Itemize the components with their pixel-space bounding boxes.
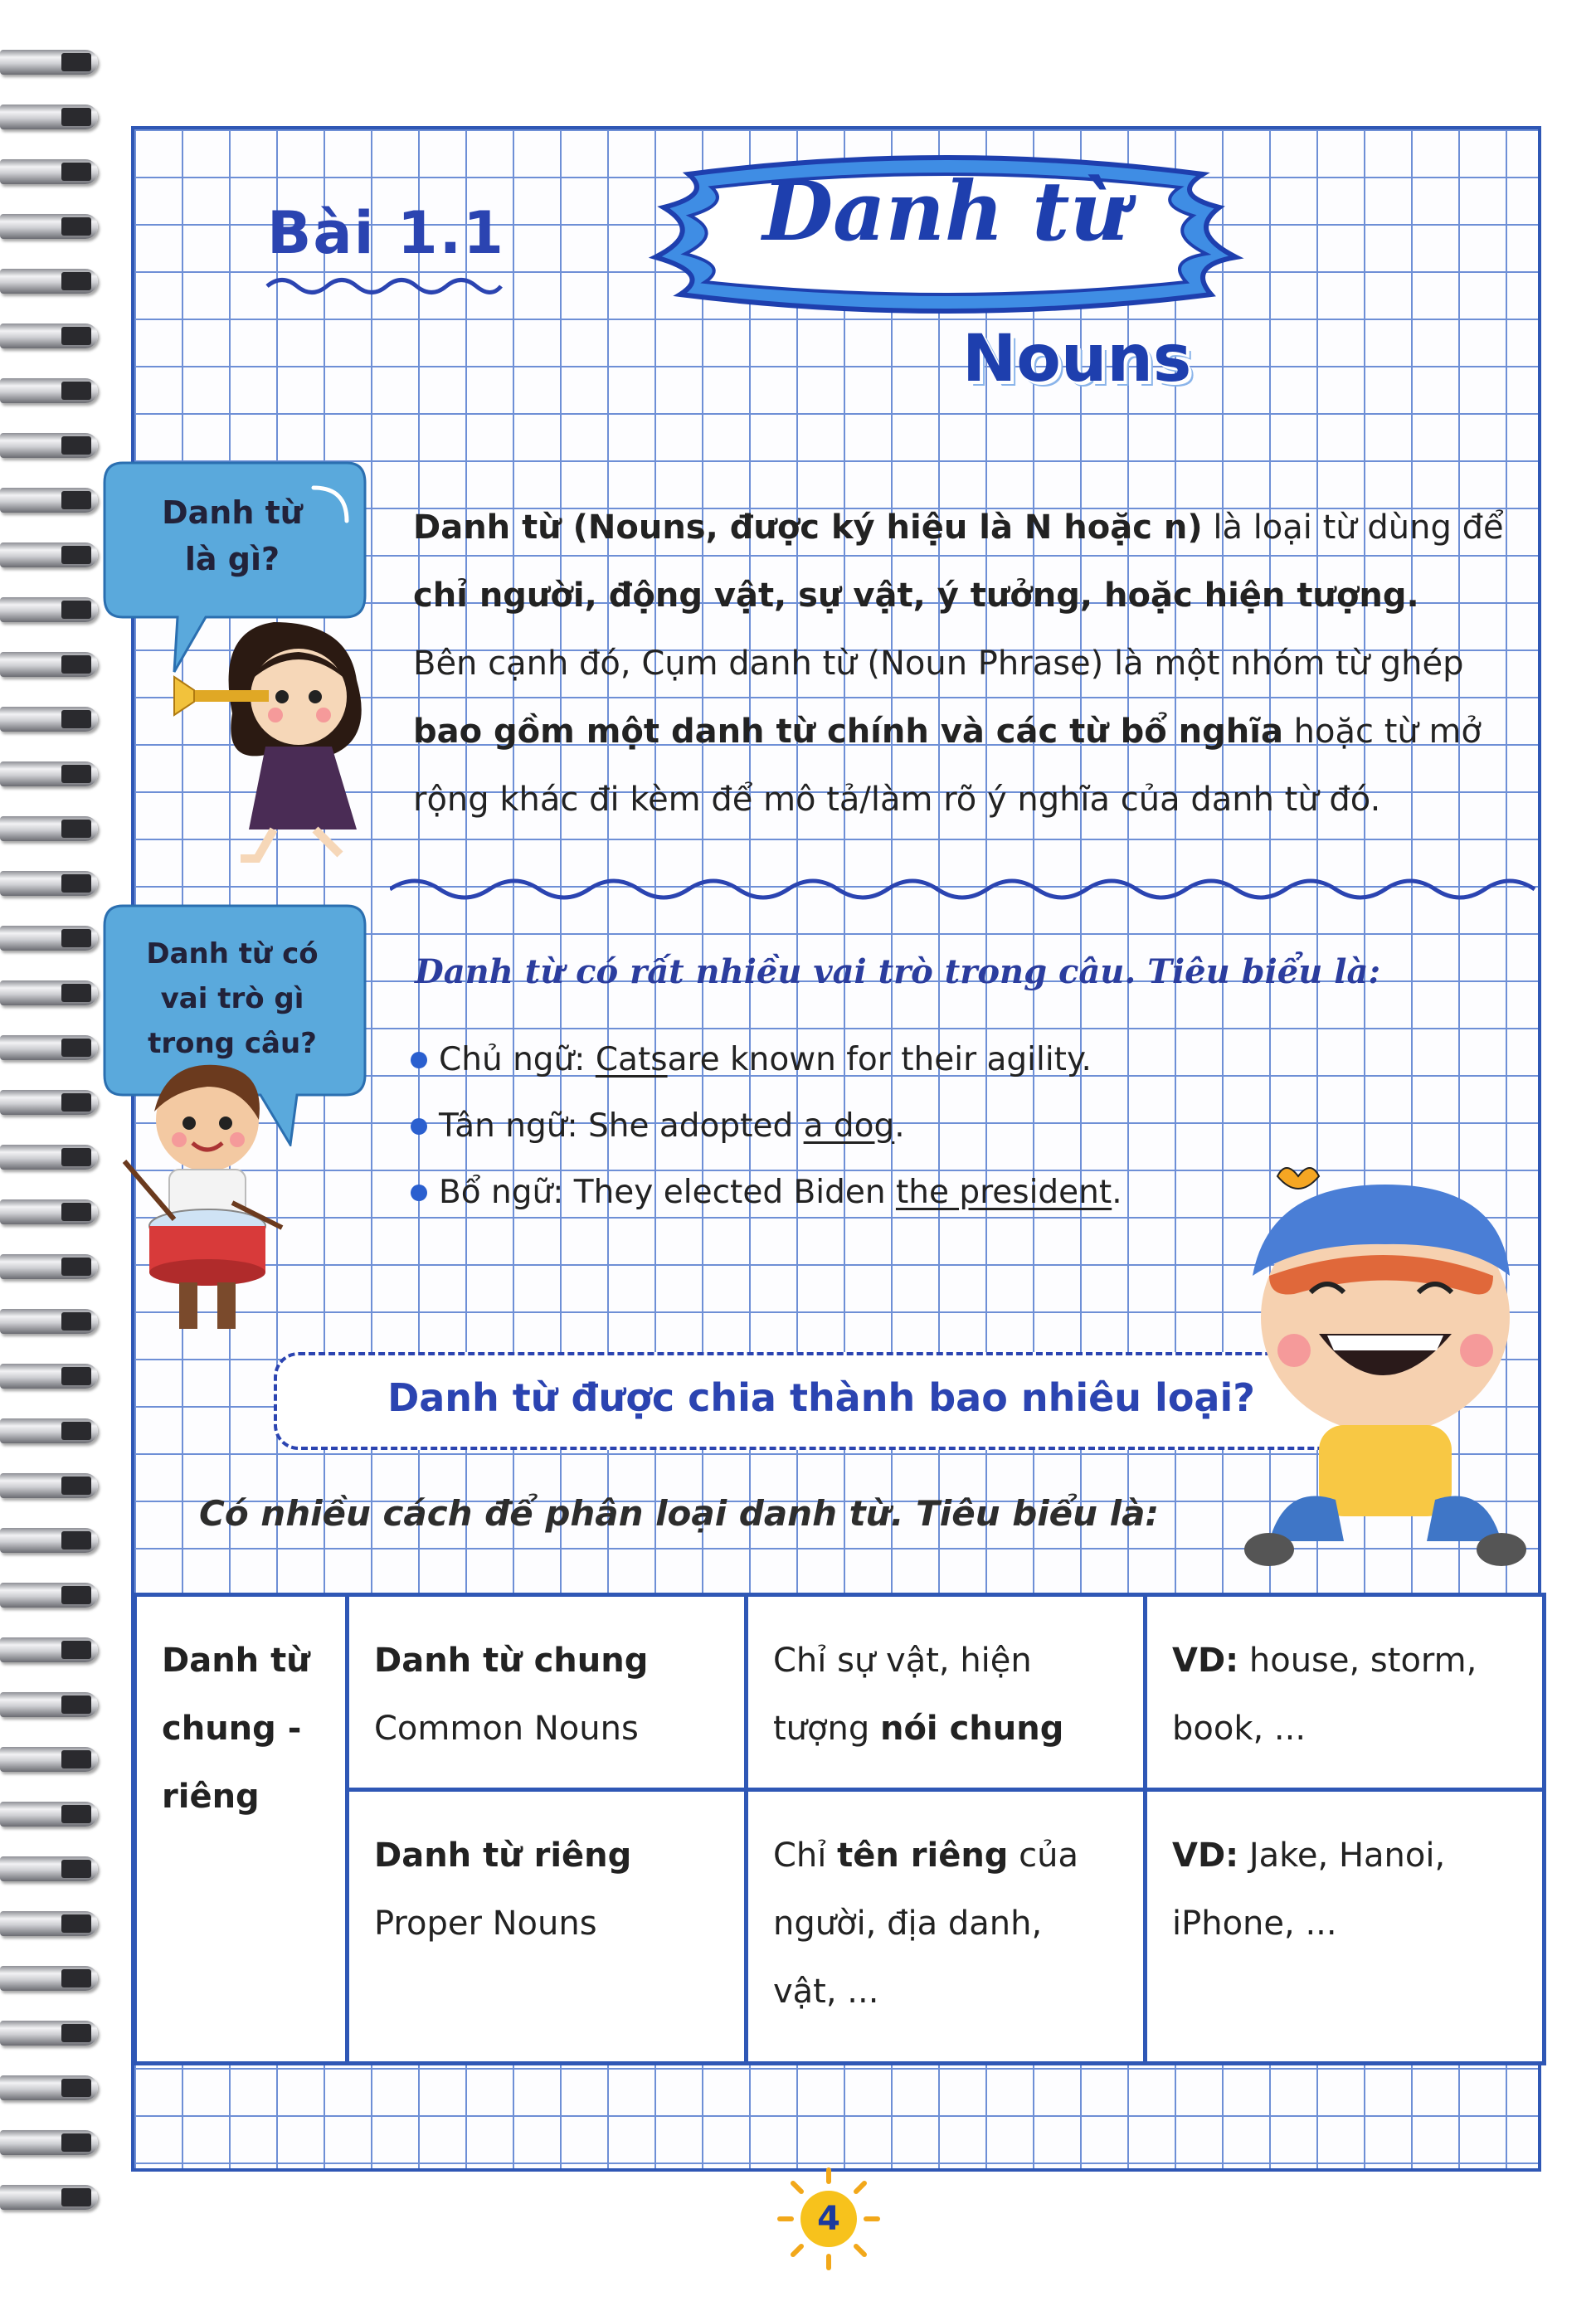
category-cell: Danh từ chung - riêng [135,1595,348,2064]
list-item: Chủ ngữ: Cats are known for their agility. [411,1027,1122,1093]
bubble-what-text: Danh từ là gì? [162,494,303,577]
page-number: 4 [800,2191,857,2247]
bullet-icon [411,1185,427,1201]
list-item: Tân ngữ: She adopted a dog . [411,1093,1122,1160]
noun-types-table [133,1593,1546,2065]
page-number-badge [775,2165,883,2273]
definition-line-5: rộng khác đi kèm để mô tả/làm rõ ý nghĩa của danh từ đó. [413,781,1381,819]
definition-line-2: chỉ người, động vật, sự vật, ý tưởng, hoặc hiện tượng. [413,576,1419,615]
type-desc-cell: Chỉ tên riêng của người, địa danh, vật, ... [747,1790,1146,2064]
types-question: Danh từ được chia thành bao nhiêu loại? [387,1375,1255,1420]
page-title: Danh từ [762,164,1129,260]
type-name-cell: Danh từ chung Common Nouns [348,1595,747,1790]
type-name-cell: Danh từ riêng Proper Nouns [348,1790,747,2064]
girl-trumpet-illustration [166,614,406,863]
type-desc-cell: Chỉ sự vật, hiện tượng nói chung [747,1595,1146,1790]
type-example-cell: VD: Jake, Hanoi, iPhone, ... [1146,1790,1545,2064]
bullet-icon [411,1118,427,1135]
table-row [135,1595,1545,1790]
type-example-cell: VD: house, storm, book, ... [1146,1595,1545,1790]
definition-line-3: Bên cạnh đó, Cụm danh từ (Noun Phrase) là một nhóm từ ghép [413,645,1464,683]
lesson-underline [264,274,504,299]
spiral-binding [0,50,108,2273]
page-subtitle: Nouns [962,322,1192,396]
definition-line-1: Danh từ (Nouns, được ký hiệu là N hoặc n) là loại từ dùng để [413,508,1504,547]
wave-divider [390,873,1543,906]
definition-line-4: bao gồm một danh từ chính và các từ bổ nghĩa hoặc từ mở [413,713,1482,751]
roles-heading: Danh từ có rất nhiều vai trò trong câu. Tiêu biểu là: [415,952,1381,991]
boy-drum-illustration [116,1053,299,1335]
bubble-role-text: Danh từ có vai trò gì trong câu? [146,937,319,1060]
bullet-icon [411,1052,427,1068]
laughing-boy-illustration [1219,1151,1535,1599]
types-intro: Có nhiều cách để phân loại danh từ. Tiêu biểu là: [199,1493,1160,1534]
lesson-label: Bài 1.1 [267,199,505,267]
list-item: Bổ ngữ: They elected Biden the president . [411,1160,1122,1226]
definition-paragraph [413,494,1550,834]
roles-list [411,1027,1122,1226]
